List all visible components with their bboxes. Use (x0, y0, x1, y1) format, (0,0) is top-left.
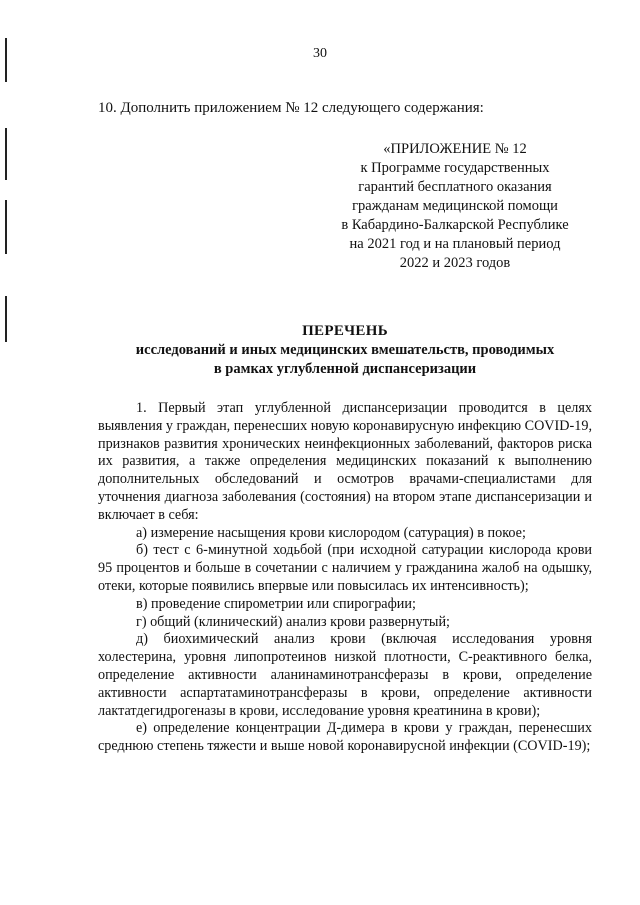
paragraph: а) измерение насыщения крови кислородом (сатурация) в покое; (136, 524, 526, 541)
appendix-line: гарантий бесплатного оказания (358, 179, 552, 195)
appendix-line: «ПРИЛОЖЕНИЕ № 12 (383, 141, 527, 157)
appendix-heading (318, 140, 592, 273)
paragraph: д) биохимический анализ крови (включая исследования уровня холестерина, уровня липопротеинов низкой плотности, С-реактивного белка, определение активности аланинаминотрансферазы в крови, определение активности аспартатаминотрансферазы в крови, определение активности лактатдегидрогеназы в крови, исследование уровня креатинина в крови); (98, 631, 592, 719)
appendix-line: гражданам медицинской помощи (352, 198, 558, 214)
document-title (98, 322, 592, 379)
scan-edge-mark (5, 128, 7, 180)
body-text (98, 400, 592, 756)
scan-edge-mark (5, 296, 7, 342)
title: ПЕРЕЧЕНЬ (302, 323, 388, 339)
paragraph: г) общий (клинический) анализ крови развернутый; (136, 613, 450, 630)
scan-edge-mark (5, 200, 7, 254)
appendix-line: в Кабардино-Балкарской Республике (341, 217, 569, 233)
page-number: 30 (313, 46, 327, 61)
appendix-line: 2022 и 2023 годов (399, 255, 511, 271)
intro-line: 10. Дополнить приложением № 12 следующего содержания: (98, 100, 484, 116)
appendix-line: на 2021 год и на плановый период (349, 236, 561, 252)
appendix-line: к Программе государственных (360, 160, 550, 176)
paragraph: в) проведение спирометрии или спирографии; (136, 595, 416, 612)
subtitle-line: исследований и иных медицинских вмешательств, проводимых (135, 342, 555, 358)
paragraph: е) определение концентрации Д-димера в крови у граждан, перенесших среднюю степень тяжести и выше новой коронавирусной инфекции (COVID-19); (98, 720, 592, 755)
paragraph: 1. Первый этап углубленной диспансеризации проводится в целях выявления у граждан, перенесших новую коронавирусную инфекцию COVID-19, признаков развития хронических неинфекционных заболеваний, факторов риска их развития, а также определения медицинских показаний к выполнению дополнительных обследований и осмотров врачами-специалистами для уточнения диагноза заболевания (состояния) на втором этапе диспансеризации и включает в себя: (98, 400, 592, 523)
subtitle-line: в рамках углубленной диспансеризации (213, 361, 477, 377)
paragraph: б) тест с 6-минутной ходьбой (при исходной сатурации кислорода крови 95 процентов и больше в сочетании с наличием у гражданина жалоб на одышку, отеки, которые появились впервые или повысилась их интенсивность); (98, 542, 592, 594)
